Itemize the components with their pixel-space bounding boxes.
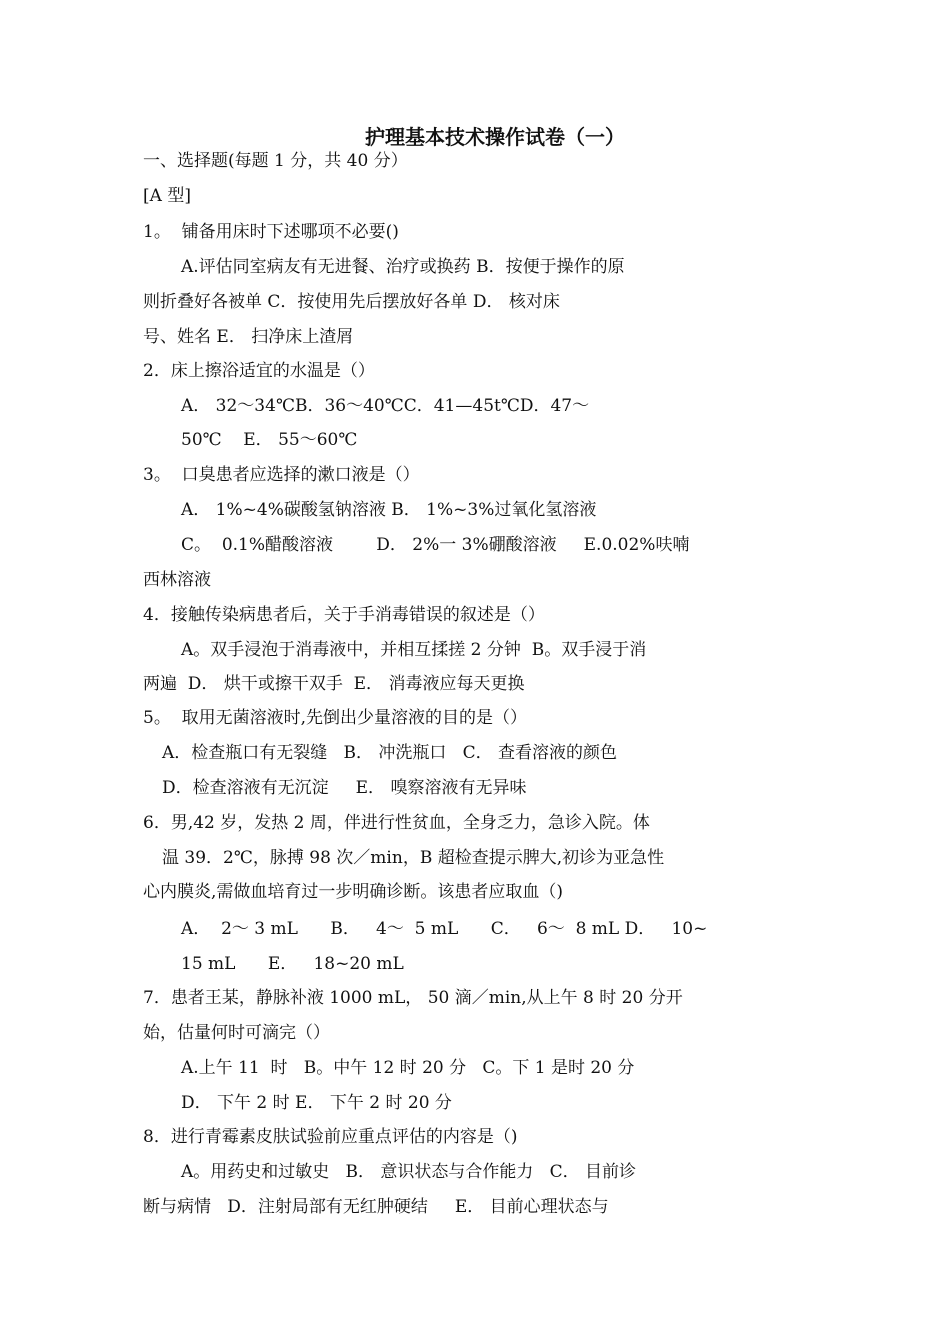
- question-3-options: C。 0.1%醋酸溶液 D． 2%一 3%硼酸溶液 E.0.02%呋喃: [181, 535, 690, 555]
- question-1-options: 号、姓名 E． 扫净床上渣屑: [143, 327, 354, 347]
- question-6-options: A． 2～ 3 mL B． 4～ 5 mL C． 6～ 8 mL D． 10~: [181, 919, 708, 939]
- question-7-stem: 始，估量何时可滴完（）: [143, 1023, 330, 1043]
- section-heading: 一、选择题(每题 1 分，共 40 分）: [143, 151, 408, 171]
- question-1-stem: 1。 铺备用床时下述哪项不必要(): [143, 222, 399, 242]
- question-7-options: A.上午 11 时 B。中午 12 时 20 分 C。下 1 是时 20 分: [181, 1058, 635, 1078]
- question-8-options: A。用药史和过敏史 B． 意识状态与合作能力 C． 目前诊: [181, 1162, 637, 1182]
- question-8-stem: 8．进行青霉素皮肤试验前应重点评估的内容是（): [143, 1127, 518, 1147]
- question-7-stem: 7．患者王某，静脉补液 1000 mL， 50 滴／min,从上午 8 时 20 分开: [143, 988, 683, 1008]
- question-5-stem: 5。 取用无菌溶液时,先倒出少量溶液的目的是（）: [143, 708, 528, 728]
- question-8-options: 断与病情 D．注射局部有无红肿硬结 E． 目前心理状态与: [143, 1197, 609, 1217]
- question-3-options: 西林溶液: [143, 570, 211, 590]
- exam-title: 护理基本技术操作试卷（一）: [365, 125, 625, 149]
- question-6-stem: 6．男,42 岁，发热 2 周，伴进行性贫血，全身乏力，急诊入院。体: [143, 813, 650, 833]
- question-1-options: 则折叠好各被单 C．按使用先后摆放好各单 D． 核对床: [143, 292, 560, 312]
- question-2-stem: 2．床上擦浴适宜的水温是（）: [143, 361, 375, 381]
- question-5-options: D．检查溶液有无沉淀 E． 嗅察溶液有无异味: [162, 778, 527, 798]
- question-1-options: A.评估同室病友有无进餐、治疗或换药 B．按便于操作的原: [181, 257, 625, 277]
- question-3-options: A． 1%~4%碳酸氢钠溶液 B． 1%~3%过氧化氢溶液: [181, 500, 597, 520]
- question-2-options: 50℃ E． 55～60℃: [181, 430, 358, 450]
- question-7-options: D． 下午 2 时 E． 下午 2 时 20 分: [181, 1093, 452, 1113]
- question-type-label: [A 型]: [143, 186, 191, 206]
- question-6-options: 15 mL E． 18~20 mL: [181, 954, 404, 974]
- question-6-stem: 温 39．2℃，脉搏 98 次／min，B 超检查提示脾大,初诊为亚急性: [162, 848, 665, 868]
- question-3-stem: 3。 口臭患者应选择的漱口液是（）: [143, 465, 420, 485]
- question-6-stem: 心内膜炎,需做血培育过一步明确诊断。该患者应取血（): [143, 882, 564, 902]
- question-4-options: A。双手浸泡于消毒液中，并相互揉搓 2 分钟 B。双手浸于消: [181, 640, 647, 660]
- question-4-options: 两遍 D． 烘干或擦干双手 E． 消毒液应每天更换: [143, 674, 525, 694]
- question-4-stem: 4．接触传染病患者后，关于手消毒错误的叙述是（）: [143, 605, 545, 625]
- question-2-options: A． 32～34℃B．36～40℃C．41—45t℃D．47～: [181, 396, 590, 416]
- question-5-options: A．检查瓶口有无裂缝 B． 冲洗瓶口 C． 查看溶液的颜色: [162, 743, 618, 763]
